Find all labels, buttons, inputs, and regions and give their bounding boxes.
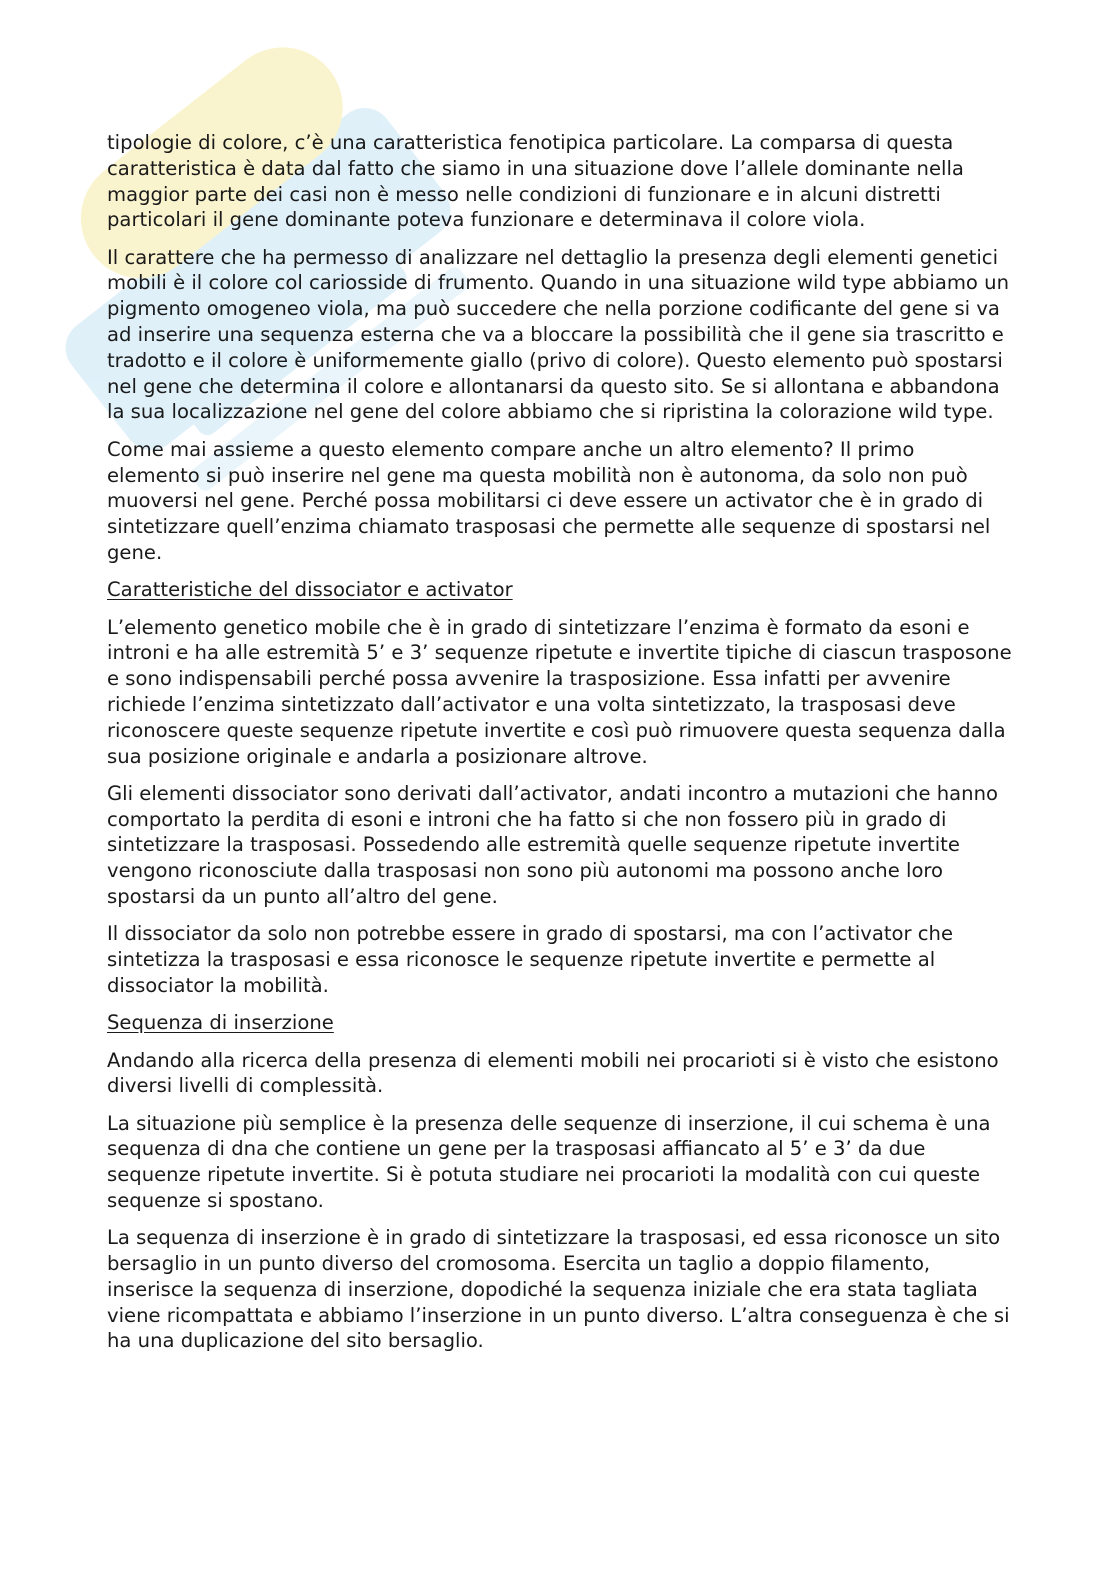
paragraph: Gli elementi dissociator sono derivati dall’activator, andati incontro a mutazioni che hanno comportato la perdita di esoni e introni che ha fatto si che non fossero più in grado di sintetizzare la trasposasi. Possedendo alle estremità quelle sequenze ripetute invertite vengono riconosciute dalla trasposasi non sono più autonomi ma possono anche loro spostarsi da un punto all’altro del gene.: [107, 781, 999, 909]
section-heading: Sequenza di inserzione: [107, 1011, 334, 1035]
paragraph: Andando alla ricerca della presenza di elementi mobili nei procarioti si è visto che esistono diversi livelli di complessità.: [107, 1048, 999, 1098]
paragraph: tipologie di colore, c’è una caratteristica fenotipica particolare. La comparsa di questa caratteristica è data dal fatto che siamo in una situazione dove l’allele dominante nella maggior parte dei casi non è messo nelle condizioni di funzionare e in alcuni distretti particolari il gene dominante poteva funzionare e determinava il colore viola.: [107, 131, 964, 232]
paragraph: Il carattere che ha permesso di analizzare nel dettaglio la presenza degli elementi genetici mobili è il colore col cariosside di frumento. Quando in una situazione wild type abbiamo un pigmento omogeneo viola, ma può succedere che nella porzione codificante del gene si va ad inserire una sequenza esterna che va a bloccare la possibilità che il gene sia trascritto e tradotto e il colore è uniformemente giallo (privo di colore). Questo elemento può spostarsi nel gene che determina il colore e allontanarsi da questo sito. Se si allontana e abbandona la sua localizzazione nel gene del colore abbiamo che si ripristina la colorazione wild type.: [107, 245, 1009, 424]
paragraph: Il dissociator da solo non potrebbe essere in grado di spostarsi, ma con l’activator che sintetizza la trasposasi e essa riconosce le sequenze ripetute invertite e permette al dissociator la mobilità.: [107, 922, 954, 997]
paragraph: L’elemento genetico mobile che è in grado di sintetizzare l’enzima è formato da esoni e introni e ha alle estremità 5’ e 3’ sequenze ripetute e invertite tipiche di ciascun trasposone e sono indispensabili perché possa avvenire la trasposizione. Essa infatti per avvenire richiede l’enzima sintetizzato dall’activator e una volta sintetizzato, la trasposasi deve riconoscere queste sequenze ripetute invertite e così può rimuovere questa sequenza dalla sua posizione originale e andarla a posizionare altrove.: [107, 615, 1012, 768]
document-body: [107, 130, 1012, 1366]
paragraph: La situazione più semplice è la presenza delle sequenze di inserzione, il cui schema è una sequenza di dna che contiene un gene per la trasposasi affiancato al 5’ e 3’ da due sequenze ripetute invertite. Si è potuta studiare nei procarioti la modalità con cui queste sequenze si spostano.: [107, 1111, 991, 1212]
section-heading: Caratteristiche del dissociator e activator: [107, 578, 513, 602]
paragraph: Come mai assieme a questo elemento compare anche un altro elemento? Il primo elemento si può inserire nel gene ma questa mobilità non è autonoma, da solo non può muoversi nel gene. Perché possa mobilitarsi ci deve essere un activator che è in grado di sintetizzare quell’enzima chiamato trasposasi che permette alle sequenze di spostarsi nel gene.: [107, 437, 991, 564]
paragraph: La sequenza di inserzione è in grado di sintetizzare la trasposasi, ed essa riconosce un sito bersaglio in un punto diverso del cromosoma. Esercita un taglio a doppio filamento, inserisce la sequenza di inserzione, dopodiché la sequenza iniziale che era stata tagliata viene ricompattata e abbiamo l’inserzione in un punto diverso. L’altra conseguenza è che si ha una duplicazione del sito bersaglio.: [107, 1226, 1010, 1353]
